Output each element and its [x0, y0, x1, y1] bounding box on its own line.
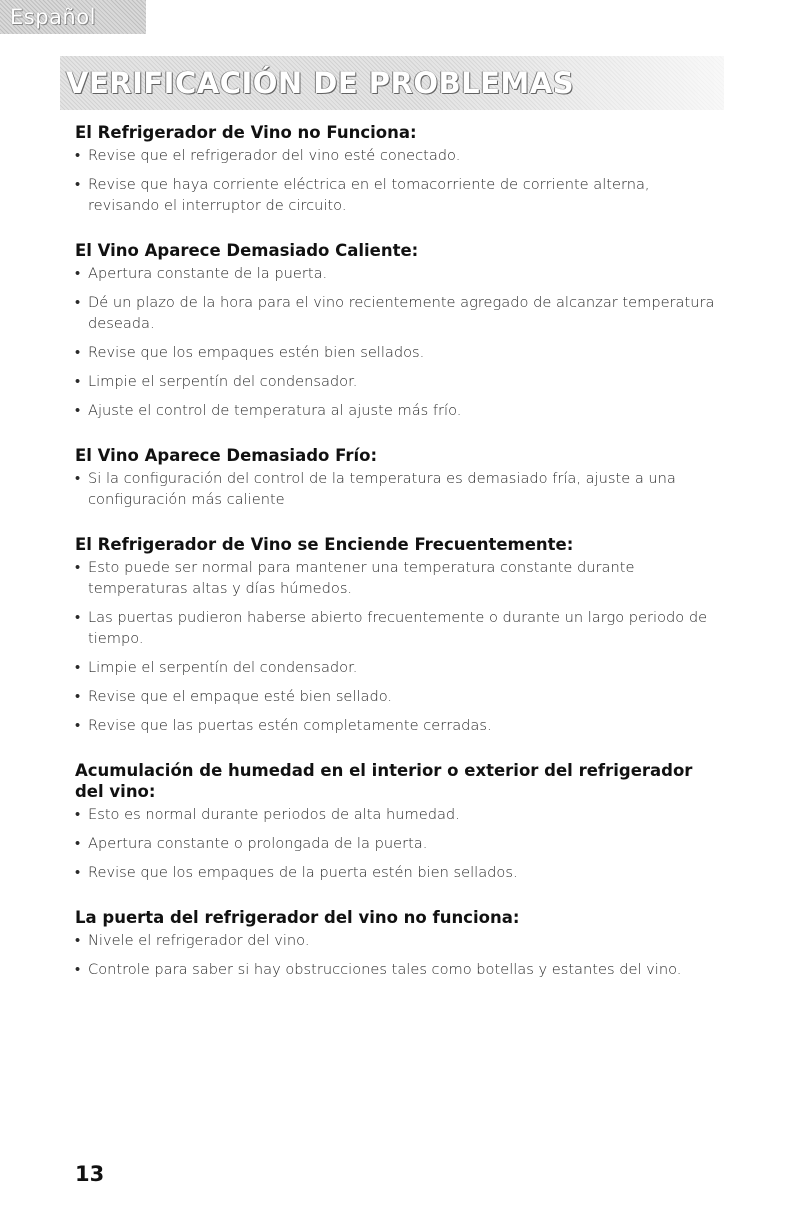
bullet-icon: •: [75, 864, 81, 881]
bullet-icon: •: [75, 717, 81, 734]
list-item-text: Revise que las puertas estén completamente cerradas.: [88, 717, 492, 734]
list-item: [75, 715, 725, 736]
page-number: 13: [75, 1162, 105, 1186]
bullet-icon: •: [75, 176, 81, 193]
list-item: [75, 400, 725, 421]
section-heading: El Refrigerador de Vino no Funciona:: [75, 123, 417, 142]
bullet-icon: •: [75, 147, 81, 164]
bullet-icon: •: [75, 961, 81, 978]
section-wine-cooler-not-working: [75, 122, 725, 216]
page-title: VERIFICACIÓN DE PROBLEMAS: [66, 66, 575, 100]
bullet-icon: •: [75, 559, 81, 576]
list-item: [75, 174, 725, 216]
list-item: [75, 930, 725, 951]
section-wine-too-warm: [75, 240, 725, 421]
list-item: [75, 263, 725, 284]
list-item-text: Las puertas pudieron haberse abierto frecuentemente o durante un largo periodo de tiempo.: [88, 609, 708, 647]
section-wine-too-cold: [75, 445, 725, 510]
list-item-text: Revise que los empaques de la puerta estén bien sellados.: [88, 864, 518, 881]
section-door-not-working: [75, 907, 725, 980]
bullet-icon: •: [75, 609, 81, 626]
list-item-text: Revise que el empaque esté bien sellado.: [88, 688, 393, 705]
list-item: [75, 804, 725, 825]
bullet-icon: •: [75, 835, 81, 852]
list-item: [75, 342, 725, 363]
list-item: [75, 959, 725, 980]
list-item-text: Dé un plazo de la hora para el vino recientemente agregado de alcanzar temperatura deseada.: [88, 294, 715, 332]
section-heading: La puerta del refrigerador del vino no funciona:: [75, 908, 520, 927]
list-item: [75, 862, 725, 883]
bullet-icon: •: [75, 932, 81, 949]
section-frequent-cycling: [75, 534, 725, 736]
bullet-icon: •: [75, 402, 81, 419]
troubleshooting-content: [75, 122, 725, 1004]
list-item-text: Si la configuración del control de la temperatura es demasiado fría, ajuste a una configuración más caliente: [88, 470, 676, 508]
list-item-text: Apertura constante de la puerta.: [88, 265, 328, 282]
bullet-icon: •: [75, 344, 81, 361]
bullet-icon: •: [75, 373, 81, 390]
list-item-text: Revise que los empaques estén bien sellados.: [88, 344, 425, 361]
list-item: [75, 557, 725, 599]
list-item: [75, 292, 725, 334]
section-items: [75, 930, 725, 980]
list-item: [75, 145, 725, 166]
bullet-icon: •: [75, 688, 81, 705]
list-item: [75, 468, 725, 510]
bullet-icon: •: [75, 265, 81, 282]
list-item-text: Ajuste el control de temperatura al ajuste más frío.: [88, 402, 462, 419]
section-items: [75, 145, 725, 216]
list-item-text: Apertura constante o prolongada de la puerta.: [88, 835, 428, 852]
list-item-text: Controle para saber si hay obstrucciones tales como botellas y estantes del vino.: [88, 961, 682, 978]
section-heading: Acumulación de humedad en el interior o exterior del refrigerador del vino:: [75, 761, 693, 801]
language-tab-label: Español: [10, 5, 96, 29]
language-tab: [0, 0, 146, 34]
list-item: [75, 607, 725, 649]
list-item: [75, 657, 725, 678]
section-items: [75, 468, 725, 510]
bullet-icon: •: [75, 470, 81, 487]
section-heading: El Refrigerador de Vino se Enciende Frecuentemente:: [75, 535, 574, 554]
list-item-text: Nivele el refrigerador del vino.: [88, 932, 310, 949]
section-items: [75, 557, 725, 736]
list-item-text: Revise que el refrigerador del vino esté conectado.: [88, 147, 461, 164]
section-heading: El Vino Aparece Demasiado Caliente:: [75, 241, 419, 260]
list-item: [75, 833, 725, 854]
section-items: [75, 804, 725, 883]
bullet-icon: •: [75, 294, 81, 311]
list-item: [75, 371, 725, 392]
section-heading: El Vino Aparece Demasiado Frío:: [75, 446, 378, 465]
list-item-text: Revise que haya corriente eléctrica en el tomacorriente de corriente alterna, revisando el interruptor de circuito.: [88, 176, 650, 214]
list-item-text: Limpie el serpentín del condensador.: [88, 659, 358, 676]
list-item-text: Limpie el serpentín del condensador.: [88, 373, 358, 390]
list-item-text: Esto puede ser normal para mantener una temperatura constante durante temperaturas altas y días húmedos.: [88, 559, 635, 597]
section-items: [75, 263, 725, 421]
list-item-text: Esto es normal durante periodos de alta humedad.: [88, 806, 460, 823]
section-moisture-buildup: [75, 760, 725, 883]
list-item: [75, 686, 725, 707]
bullet-icon: •: [75, 806, 81, 823]
bullet-icon: •: [75, 659, 81, 676]
